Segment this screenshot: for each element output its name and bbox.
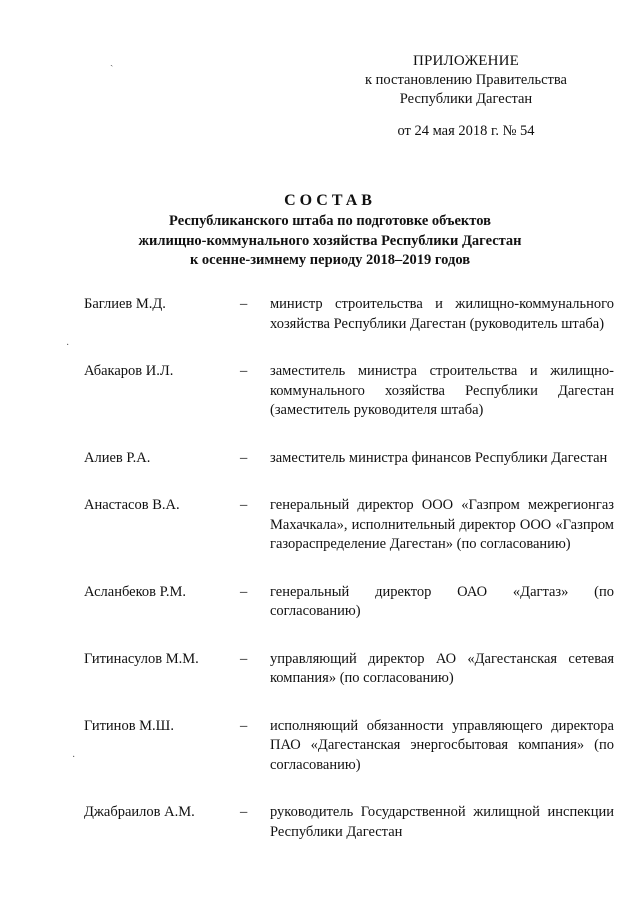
member-role: заместитель министра строительства и жилищно-коммунального хозяйства Республики Дагестан (заместитель руководителя штаба) (270, 363, 614, 418)
member-role: руководитель Государственной жилищной инспекции Республики Дагестан (270, 804, 614, 840)
member-row (84, 583, 614, 622)
member-row (84, 717, 614, 776)
document-subtitle-line: Республиканского штаба по подготовке объектов (169, 213, 491, 229)
member-name: Алиев Р.А. (84, 449, 151, 466)
appendix-block (350, 52, 582, 141)
members-list (84, 295, 614, 870)
member-dash: – (240, 717, 248, 734)
member-row (84, 449, 614, 469)
appendix-title: ПРИЛОЖЕНИЕ (412, 53, 520, 69)
document-title: СОСТАВ (284, 192, 376, 209)
member-name: Гитинов М.Ш. (84, 717, 174, 734)
member-role: заместитель министра финансов Республики Дагестан (270, 449, 608, 466)
appendix-date: от 24 мая 2018 г. № 54 (397, 123, 535, 139)
member-role: исполняющий обязанности управляющего директора ПАО «Дагестанская энергосбытовая компания» (по согласованию) (270, 717, 614, 773)
member-dash: – (240, 296, 248, 312)
member-name: Асланбеков Р.М. (84, 583, 187, 600)
member-dash: – (240, 650, 248, 667)
scan-speck: · (66, 340, 70, 351)
document-subtitle-line: жилищно-коммунального хозяйства Республики Дагестан (138, 232, 522, 249)
member-name: Абакаров И.Л. (84, 363, 174, 379)
member-row (84, 803, 614, 842)
member-role: генеральный директор ООО «Газпром межрегионгаз Махачкала», исполнительный директор ООО «Газпром газораспределение Дагестан» (по согласованию) (270, 497, 614, 552)
member-dash: – (240, 497, 248, 513)
member-name: Гитинасулов М.М. (84, 650, 199, 667)
scan-speck: · (72, 752, 76, 763)
member-dash: – (240, 363, 248, 379)
document-heading (60, 190, 600, 271)
appendix-line: к постановлению Правительства (365, 72, 567, 88)
member-name: Джабраилов А.М. (84, 804, 195, 820)
member-row (84, 650, 614, 689)
member-name: Анастасов В.А. (84, 497, 180, 513)
member-row (84, 362, 614, 421)
member-role: министр строительства и жилищно-коммунального хозяйства Республики Дагестан (руководитель штаба) (270, 296, 614, 332)
member-role: генеральный директор ОАО «Дагтаз» (по согласованию) (270, 583, 614, 619)
scan-speck: ˏ (110, 56, 114, 67)
document-subtitle-line: к осенне-зимнему периоду 2018–2019 годов (189, 252, 471, 268)
member-row (84, 295, 614, 334)
member-role: управляющий директор АО «Дагестанская сетевая компания» (по согласованию) (270, 650, 614, 686)
member-name: Баглиев М.Д. (84, 296, 166, 312)
member-dash: – (240, 583, 248, 600)
member-dash: – (240, 804, 248, 820)
member-dash: – (240, 449, 248, 466)
appendix-line: Республики Дагестан (399, 91, 533, 107)
member-row (84, 496, 614, 555)
